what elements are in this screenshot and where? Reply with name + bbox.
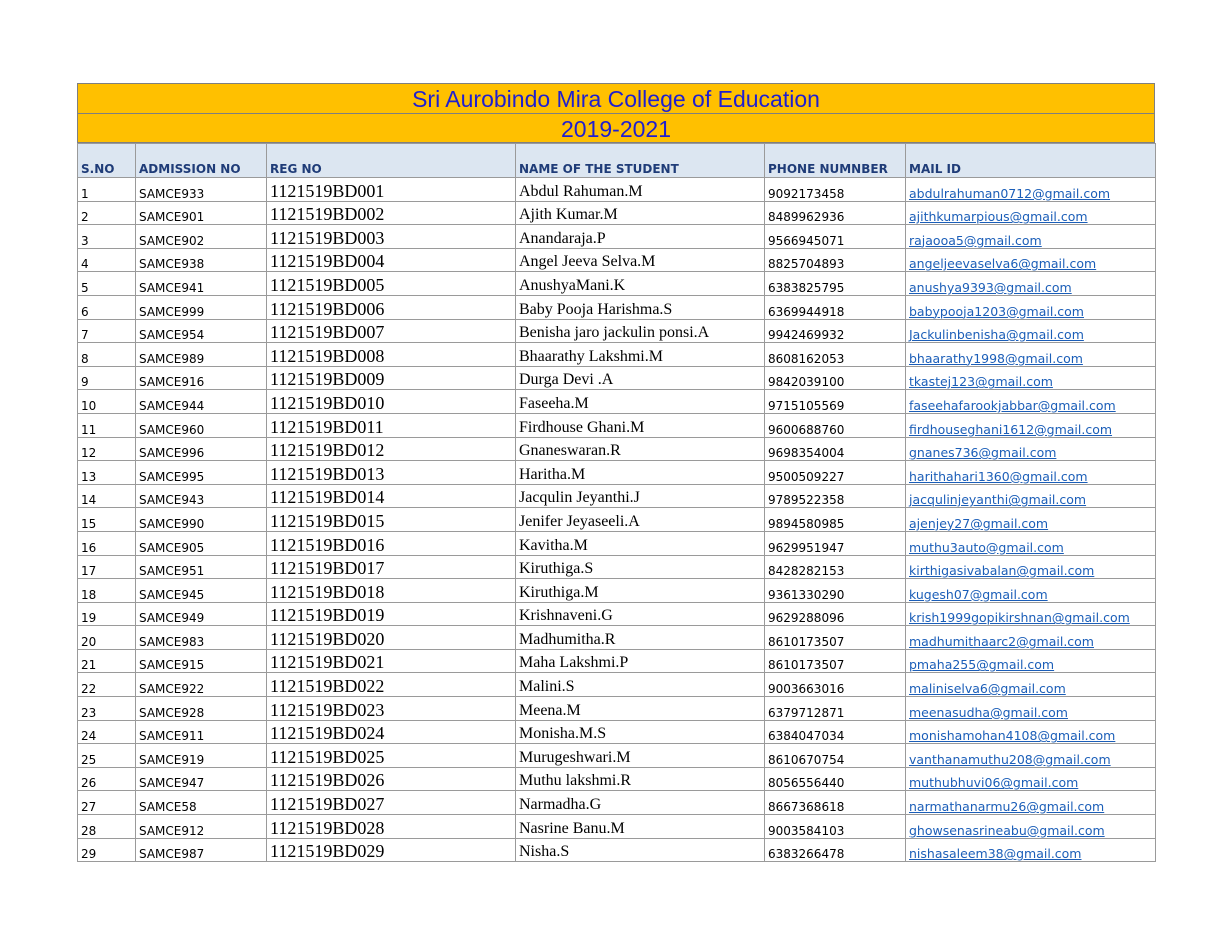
table-row — [78, 413, 1156, 437]
admission-no-cell: SAMCE912 — [136, 815, 267, 839]
sno-cell: 7 — [78, 319, 136, 343]
sno-cell: 13 — [78, 461, 136, 485]
phone-cell: 9566945071 — [765, 225, 906, 249]
reg-no-cell: 1121519BD001 — [267, 178, 516, 202]
sno-cell: 26 — [78, 767, 136, 791]
reg-no-cell: 1121519BD022 — [267, 673, 516, 697]
mail-link[interactable]: abdulrahuman0712@gmail.com — [906, 178, 1156, 202]
table-row — [78, 343, 1156, 367]
sno-cell: 29 — [78, 838, 136, 862]
mail-link[interactable]: maliniselva6@gmail.com — [906, 673, 1156, 697]
admission-no-cell: SAMCE941 — [136, 272, 267, 296]
table-row — [78, 555, 1156, 579]
student-name-cell: Malini.S — [516, 673, 765, 697]
sno-cell: 14 — [78, 484, 136, 508]
reg-no-cell: 1121519BD012 — [267, 437, 516, 461]
reg-no-cell: 1121519BD024 — [267, 720, 516, 744]
admission-no-cell: SAMCE943 — [136, 484, 267, 508]
mail-link[interactable]: kirthigasivabalan@gmail.com — [906, 555, 1156, 579]
sno-cell: 1 — [78, 178, 136, 202]
student-name-cell: Firdhouse Ghani.M — [516, 413, 765, 437]
mail-link[interactable]: tkastej123@gmail.com — [906, 366, 1156, 390]
table-row — [78, 720, 1156, 744]
col-header-admission-no: ADMISSION NO — [136, 144, 267, 178]
table-row — [78, 201, 1156, 225]
table-row — [78, 248, 1156, 272]
phone-cell: 8667368618 — [765, 791, 906, 815]
phone-cell: 9003584103 — [765, 815, 906, 839]
reg-no-cell: 1121519BD025 — [267, 744, 516, 768]
mail-link[interactable]: firdhouseghani1612@gmail.com — [906, 413, 1156, 437]
reg-no-cell: 1121519BD026 — [267, 767, 516, 791]
phone-cell: 6369944918 — [765, 295, 906, 319]
phone-cell: 8608162053 — [765, 343, 906, 367]
reg-no-cell: 1121519BD010 — [267, 390, 516, 414]
sno-cell: 8 — [78, 343, 136, 367]
sno-cell: 3 — [78, 225, 136, 249]
mail-link[interactable]: muthubhuvi06@gmail.com — [906, 767, 1156, 791]
mail-link[interactable]: monishamohan4108@gmail.com — [906, 720, 1156, 744]
col-header-reg-no: REG NO — [267, 144, 516, 178]
phone-cell: 9361330290 — [765, 579, 906, 603]
reg-no-cell: 1121519BD002 — [267, 201, 516, 225]
mail-link[interactable]: jacqulinjeyanthi@gmail.com — [906, 484, 1156, 508]
sno-cell: 17 — [78, 555, 136, 579]
mail-link[interactable]: vanthanamuthu208@gmail.com — [906, 744, 1156, 768]
table-row — [78, 791, 1156, 815]
admission-no-cell: SAMCE947 — [136, 767, 267, 791]
phone-cell: 8825704893 — [765, 248, 906, 272]
reg-no-cell: 1121519BD014 — [267, 484, 516, 508]
table-row — [78, 390, 1156, 414]
student-name-cell: Angel Jeeva Selva.M — [516, 248, 765, 272]
reg-no-cell: 1121519BD003 — [267, 225, 516, 249]
admission-no-cell: SAMCE928 — [136, 697, 267, 721]
table-row — [78, 767, 1156, 791]
student-name-cell: Meena.M — [516, 697, 765, 721]
phone-cell: 9789522358 — [765, 484, 906, 508]
sno-cell: 10 — [78, 390, 136, 414]
mail-link[interactable]: ajenjey27@gmail.com — [906, 508, 1156, 532]
reg-no-cell: 1121519BD029 — [267, 838, 516, 862]
student-name-cell: Maha Lakshmi.P — [516, 649, 765, 673]
phone-cell: 9092173458 — [765, 178, 906, 202]
table-row — [78, 744, 1156, 768]
table-header-row — [78, 144, 1156, 178]
admission-no-cell: SAMCE989 — [136, 343, 267, 367]
student-name-cell: Muthu lakshmi.R — [516, 767, 765, 791]
admission-no-cell: SAMCE996 — [136, 437, 267, 461]
reg-no-cell: 1121519BD018 — [267, 579, 516, 603]
sno-cell: 19 — [78, 602, 136, 626]
table-row — [78, 272, 1156, 296]
mail-link[interactable]: gnanes736@gmail.com — [906, 437, 1156, 461]
table-row — [78, 295, 1156, 319]
sno-cell: 20 — [78, 626, 136, 650]
reg-no-cell: 1121519BD021 — [267, 649, 516, 673]
sno-cell: 4 — [78, 248, 136, 272]
admission-no-cell: SAMCE949 — [136, 602, 267, 626]
sno-cell: 28 — [78, 815, 136, 839]
admission-no-cell: SAMCE983 — [136, 626, 267, 650]
admission-no-cell: SAMCE995 — [136, 461, 267, 485]
student-name-cell: Nisha.S — [516, 838, 765, 862]
phone-cell: 9698354004 — [765, 437, 906, 461]
admission-no-cell: SAMCE902 — [136, 225, 267, 249]
reg-no-cell: 1121519BD007 — [267, 319, 516, 343]
admission-no-cell: SAMCE915 — [136, 649, 267, 673]
sno-cell: 9 — [78, 366, 136, 390]
phone-cell: 9500509227 — [765, 461, 906, 485]
phone-cell: 8610670754 — [765, 744, 906, 768]
sno-cell: 25 — [78, 744, 136, 768]
admission-no-cell: SAMCE999 — [136, 295, 267, 319]
student-name-cell: Ajith Kumar.M — [516, 201, 765, 225]
sno-cell: 11 — [78, 413, 136, 437]
admission-no-cell: SAMCE938 — [136, 248, 267, 272]
table-row — [78, 319, 1156, 343]
table-row — [78, 649, 1156, 673]
phone-cell: 9894580985 — [765, 508, 906, 532]
col-header-phone: PHONE NUMNBER — [765, 144, 906, 178]
col-header-student-name: NAME OF THE STUDENT — [516, 144, 765, 178]
admission-no-cell: SAMCE960 — [136, 413, 267, 437]
admission-no-cell: SAMCE990 — [136, 508, 267, 532]
table-row — [78, 484, 1156, 508]
reg-no-cell: 1121519BD005 — [267, 272, 516, 296]
mail-link[interactable]: madhumithaarc2@gmail.com — [906, 626, 1156, 650]
mail-link[interactable]: meenasudha@gmail.com — [906, 697, 1156, 721]
sno-cell: 23 — [78, 697, 136, 721]
reg-no-cell: 1121519BD019 — [267, 602, 516, 626]
reg-no-cell: 1121519BD011 — [267, 413, 516, 437]
sno-cell: 5 — [78, 272, 136, 296]
mail-link[interactable]: nishasaleem38@gmail.com — [906, 838, 1156, 862]
mail-link[interactable]: narmathanarmu26@gmail.com — [906, 791, 1156, 815]
mail-link[interactable]: muthu3auto@gmail.com — [906, 531, 1156, 555]
sno-cell: 16 — [78, 531, 136, 555]
student-name-cell: Monisha.M.S — [516, 720, 765, 744]
reg-no-cell: 1121519BD009 — [267, 366, 516, 390]
batch-years: 2019-2021 — [77, 113, 1155, 143]
sno-cell: 2 — [78, 201, 136, 225]
table-row — [78, 626, 1156, 650]
table-row — [78, 508, 1156, 532]
admission-no-cell: SAMCE954 — [136, 319, 267, 343]
phone-cell: 8610173507 — [765, 626, 906, 650]
sno-cell: 21 — [78, 649, 136, 673]
student-name-cell: Murugeshwari.M — [516, 744, 765, 768]
table-row — [78, 531, 1156, 555]
college-title: Sri Aurobindo Mira College of Education — [77, 83, 1155, 113]
student-name-cell: Madhumitha.R — [516, 626, 765, 650]
col-header-mail: MAIL ID — [906, 144, 1156, 178]
admission-no-cell: SAMCE905 — [136, 531, 267, 555]
mail-link[interactable]: faseehafarookjabbar@gmail.com — [906, 390, 1156, 414]
student-name-cell: Kiruthiga.M — [516, 579, 765, 603]
sno-cell: 12 — [78, 437, 136, 461]
admission-no-cell: SAMCE987 — [136, 838, 267, 862]
table-row — [78, 838, 1156, 862]
admission-no-cell: SAMCE919 — [136, 744, 267, 768]
mail-link[interactable]: kugesh07@gmail.com — [906, 579, 1156, 603]
phone-cell: 9942469932 — [765, 319, 906, 343]
student-name-cell: Kiruthiga.S — [516, 555, 765, 579]
student-list-sheet — [77, 83, 1155, 862]
mail-link[interactable]: Jackulinbenisha@gmail.com — [906, 319, 1156, 343]
student-name-cell: Jenifer Jeyaseeli.A — [516, 508, 765, 532]
reg-no-cell: 1121519BD016 — [267, 531, 516, 555]
mail-link[interactable]: bhaarathy1998@gmail.com — [906, 343, 1156, 367]
phone-cell: 8056556440 — [765, 767, 906, 791]
col-header-sno: S.NO — [78, 144, 136, 178]
phone-cell: 8610173507 — [765, 649, 906, 673]
student-name-cell: Baby Pooja Harishma.S — [516, 295, 765, 319]
admission-no-cell: SAMCE911 — [136, 720, 267, 744]
sno-cell: 18 — [78, 579, 136, 603]
mail-link[interactable]: angeljeevaselva6@gmail.com — [906, 248, 1156, 272]
student-name-cell: Durga Devi .A — [516, 366, 765, 390]
admission-no-cell: SAMCE933 — [136, 178, 267, 202]
student-table — [77, 143, 1156, 862]
reg-no-cell: 1121519BD020 — [267, 626, 516, 650]
mail-link[interactable]: rajaooa5@gmail.com — [906, 225, 1156, 249]
table-row — [78, 461, 1156, 485]
reg-no-cell: 1121519BD027 — [267, 791, 516, 815]
mail-link[interactable]: babypooja1203@gmail.com — [906, 295, 1156, 319]
mail-link[interactable]: ajithkumarpious@gmail.com — [906, 201, 1156, 225]
admission-no-cell: SAMCE945 — [136, 579, 267, 603]
mail-link[interactable]: krish1999gopikirshnan@gmail.com — [906, 602, 1156, 626]
student-name-cell: AnushyaMani.K — [516, 272, 765, 296]
admission-no-cell: SAMCE951 — [136, 555, 267, 579]
student-name-cell: Krishnaveni.G — [516, 602, 765, 626]
table-row — [78, 815, 1156, 839]
reg-no-cell: 1121519BD023 — [267, 697, 516, 721]
student-name-cell: Jacqulin Jeyanthi.J — [516, 484, 765, 508]
phone-cell: 6383825795 — [765, 272, 906, 296]
phone-cell: 8428282153 — [765, 555, 906, 579]
student-name-cell: Faseeha.M — [516, 390, 765, 414]
student-name-cell: Anandaraja.P — [516, 225, 765, 249]
sno-cell: 27 — [78, 791, 136, 815]
mail-link[interactable]: anushya9393@gmail.com — [906, 272, 1156, 296]
reg-no-cell: 1121519BD006 — [267, 295, 516, 319]
reg-no-cell: 1121519BD008 — [267, 343, 516, 367]
phone-cell: 9629288096 — [765, 602, 906, 626]
sno-cell: 24 — [78, 720, 136, 744]
mail-link[interactable]: pmaha255@gmail.com — [906, 649, 1156, 673]
reg-no-cell: 1121519BD013 — [267, 461, 516, 485]
student-name-cell: Kavitha.M — [516, 531, 765, 555]
admission-no-cell: SAMCE58 — [136, 791, 267, 815]
reg-no-cell: 1121519BD028 — [267, 815, 516, 839]
reg-no-cell: 1121519BD004 — [267, 248, 516, 272]
sno-cell: 15 — [78, 508, 136, 532]
table-row — [78, 579, 1156, 603]
student-name-cell: Narmadha.G — [516, 791, 765, 815]
phone-cell: 9003663016 — [765, 673, 906, 697]
student-name-cell: Abdul Rahuman.M — [516, 178, 765, 202]
admission-no-cell: SAMCE916 — [136, 366, 267, 390]
phone-cell: 9842039100 — [765, 366, 906, 390]
reg-no-cell: 1121519BD015 — [267, 508, 516, 532]
admission-no-cell: SAMCE922 — [136, 673, 267, 697]
reg-no-cell: 1121519BD017 — [267, 555, 516, 579]
table-row — [78, 602, 1156, 626]
mail-link[interactable]: ghowsenasrineabu@gmail.com — [906, 815, 1156, 839]
phone-cell: 9629951947 — [765, 531, 906, 555]
student-name-cell: Gnaneswaran.R — [516, 437, 765, 461]
sno-cell: 22 — [78, 673, 136, 697]
student-name-cell: Haritha.M — [516, 461, 765, 485]
mail-link[interactable]: harithahari1360@gmail.com — [906, 461, 1156, 485]
phone-cell: 6379712871 — [765, 697, 906, 721]
student-name-cell: Benisha jaro jackulin ponsi.A — [516, 319, 765, 343]
phone-cell: 8489962936 — [765, 201, 906, 225]
table-row — [78, 697, 1156, 721]
phone-cell: 9600688760 — [765, 413, 906, 437]
table-row — [78, 437, 1156, 461]
student-name-cell: Nasrine Banu.M — [516, 815, 765, 839]
phone-cell: 6383266478 — [765, 838, 906, 862]
table-row — [78, 366, 1156, 390]
admission-no-cell: SAMCE944 — [136, 390, 267, 414]
sno-cell: 6 — [78, 295, 136, 319]
table-row — [78, 673, 1156, 697]
table-row — [78, 225, 1156, 249]
table-row — [78, 178, 1156, 202]
student-name-cell: Bhaarathy Lakshmi.M — [516, 343, 765, 367]
phone-cell: 9715105569 — [765, 390, 906, 414]
admission-no-cell: SAMCE901 — [136, 201, 267, 225]
phone-cell: 6384047034 — [765, 720, 906, 744]
